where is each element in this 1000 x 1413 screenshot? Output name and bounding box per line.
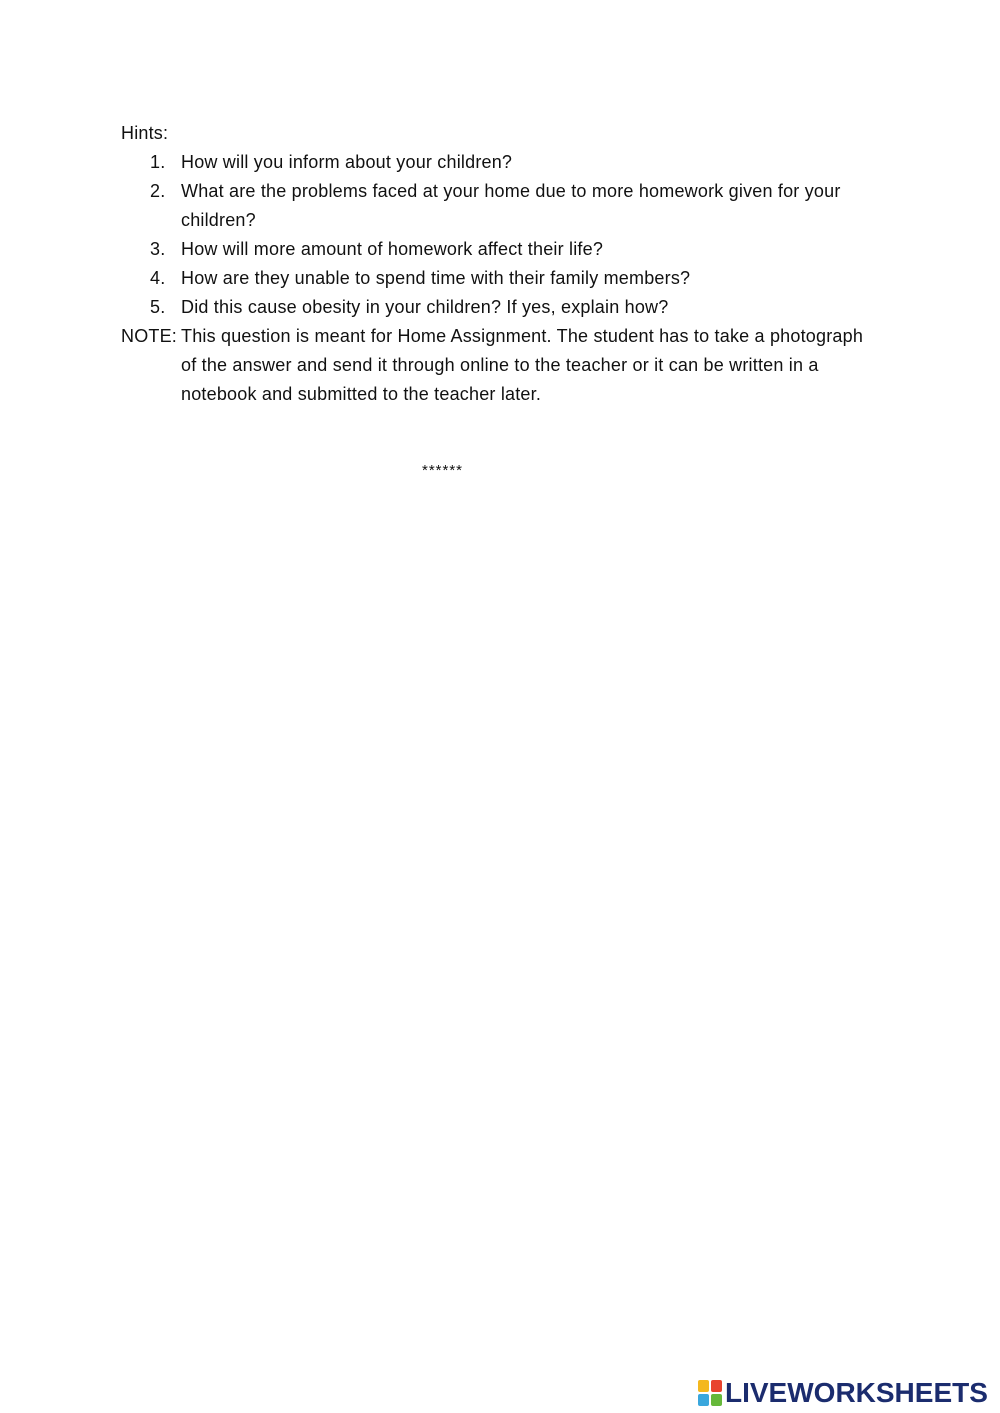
hint-number: 3. [150,239,166,259]
logo-square-icon [711,1394,722,1406]
hint-text: Did this cause obesity in your children? If yes, explain how? [181,297,669,317]
hint-number: 1. [150,152,166,172]
logo-square-icon [711,1380,722,1392]
hint-item [121,264,881,293]
hints-heading: Hints: [121,123,169,143]
note-paragraph [121,322,881,409]
hint-item [121,235,881,264]
hint-number: 2. [150,181,166,201]
hint-text: What are the problems faced at your home due to more homework given for your children? [181,181,841,230]
liveworksheets-logo[interactable] [698,1378,988,1408]
note-text: This question is meant for Home Assignment. The student has to take a photograph of the answer and send it through online to the teacher or it can be written in a notebook and submitted to the teacher later. [181,326,864,404]
hint-number: 4. [150,268,166,288]
hint-text: How will more amount of homework affect their life? [181,239,604,259]
liveworksheets-logo-text: LIVEWORKSHEETS [725,1377,988,1408]
logo-square-icon [698,1380,709,1392]
hint-item [121,293,881,322]
hint-text: How will you inform about your children? [181,152,513,172]
logo-square-icon [698,1394,709,1406]
end-separator: ****** [422,462,464,479]
hint-item [121,177,881,235]
hints-list [121,148,881,322]
worksheet-content [121,119,881,409]
hint-text: How are they unable to spend time with their family members? [181,268,691,288]
liveworksheets-logo-icon [698,1380,722,1406]
hint-number: 5. [150,297,166,317]
hint-item [121,148,881,177]
note-label: NOTE: [121,326,178,346]
